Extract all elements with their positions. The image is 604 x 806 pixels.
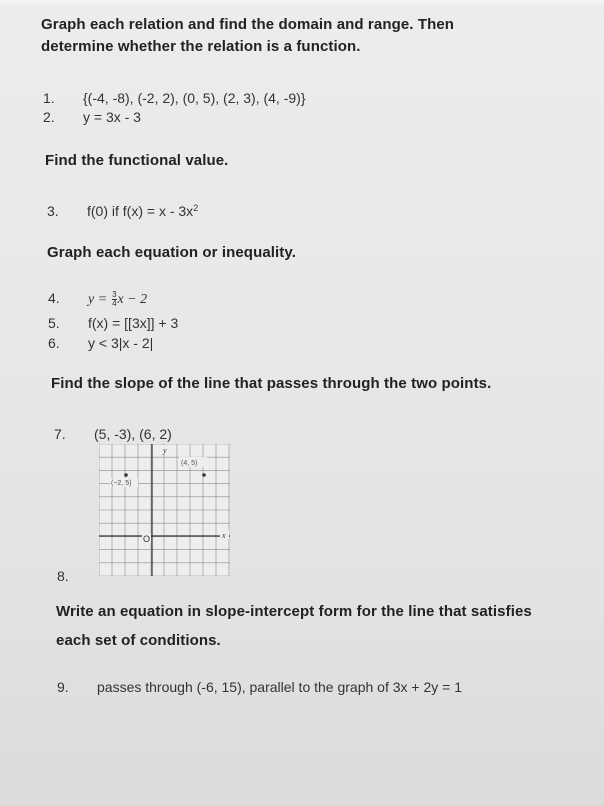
problem-number: 4.	[48, 290, 60, 306]
problem-number: 5.	[48, 315, 60, 331]
problem-text: y = 3x - 3	[83, 109, 141, 125]
grid-svg	[99, 444, 230, 576]
point-b-label: (4, 5)	[181, 460, 198, 467]
problem-text: y < 3|x - 2|	[88, 335, 154, 351]
problem-6	[48, 334, 153, 352]
section3-heading: Graph each equation or inequality.	[47, 244, 296, 261]
section5-heading-line1: Write an equation in slope-intercept form for the line that satisfies	[56, 603, 532, 620]
point-a	[124, 473, 128, 477]
section5-heading-line2: each set of conditions.	[56, 632, 221, 649]
problem-text: f(x) = [[3x]] + 3	[88, 315, 179, 331]
problem-3	[47, 199, 198, 220]
problem-2	[43, 108, 141, 126]
problem-number: 8.	[57, 568, 69, 584]
point-a-label: (−2, 5)	[111, 480, 132, 487]
y-axis-label: y	[163, 446, 167, 455]
paper-edge	[0, 0, 604, 10]
problem-text: {(-4, -8), (-2, 2), (0, 5), (2, 3), (4, -9)}	[83, 90, 306, 106]
section2-heading: Find the functional value.	[45, 152, 229, 169]
fraction-numerator: 3	[112, 289, 117, 299]
problem-number: 7.	[54, 426, 66, 442]
problem-text: passes through (-6, 15), parallel to the graph of 3x + 2y = 1	[97, 679, 462, 695]
problem-7	[54, 425, 172, 443]
problem-number: 3.	[47, 203, 59, 219]
x-axis-label: x	[222, 531, 226, 540]
problem-number: 6.	[48, 335, 60, 351]
fraction-denominator: 4	[112, 298, 117, 308]
problem-number: 2.	[43, 109, 55, 125]
problem-1	[43, 89, 306, 107]
problem-text: (5, -3), (6, 2)	[94, 426, 172, 442]
problem-text: f(0) if f(x) = x - 3x	[87, 203, 194, 219]
fraction	[112, 291, 116, 308]
section4-heading: Find the slope of the line that passes through the two points.	[51, 375, 492, 392]
equation-rhs: x − 2	[117, 292, 148, 307]
problem-4	[48, 289, 147, 309]
problem-number: 9.	[57, 679, 69, 695]
equation-lhs: y =	[88, 292, 108, 307]
section1-heading-line1: Graph each relation and find the domain and range. Then	[41, 16, 455, 33]
problem-9	[57, 678, 462, 696]
problem-5	[48, 314, 178, 332]
point-b	[202, 473, 206, 477]
section1-heading-line2: determine whether the relation is a function.	[41, 38, 361, 55]
coordinate-grid	[99, 444, 230, 576]
origin-label: O	[143, 534, 151, 544]
exponent: 2	[193, 203, 199, 213]
problem-number: 1.	[43, 90, 55, 106]
problem-8	[57, 567, 97, 585]
